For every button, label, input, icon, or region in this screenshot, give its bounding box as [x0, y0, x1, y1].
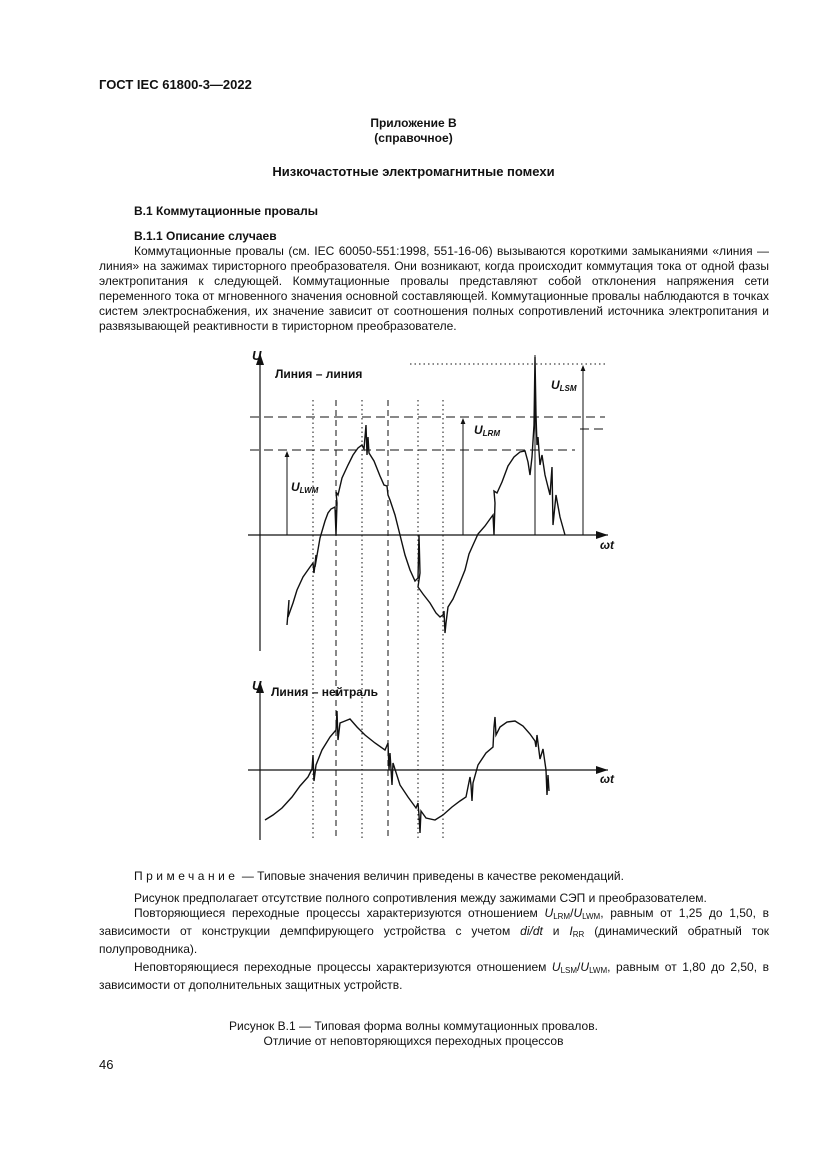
figure-note: [134, 869, 624, 883]
note-label: Примечание: [134, 869, 239, 883]
document-header: ГОСТ IEC 61800-3—2022: [99, 77, 252, 92]
paragraph-3: Неповторяющиеся переходные процессы характеризуются отношением $U_{LSM}/U_{LWM}$, равным от 1,80 до 2,50, в зависимости от дополнительных защитных устройств.: [99, 960, 769, 992]
bottom-waveform: [265, 711, 549, 833]
paragraph-2: Повторяющиеся переходные процессы характеризуются отношением $U_{LRM}/U_{LWM}$, равным от 1,25 до 1,50, в зависимости от конструкции демпфирующего устройства с учетом di/dt и $I_{RR}$ (динамический обратный ток полупроводника).: [99, 906, 770, 956]
bottom-x-axis-label: ωt: [600, 772, 615, 786]
top-chart-label: Линия – линия: [275, 367, 363, 381]
intro-text: Коммутационные провалы (см. IEC 60050-551:1998, 551-16-06) вызываются короткими замыканиями «линия — линия» на зажимах тиристорного преобразователя. Они возникают, когда происходит коммутация тока от одной фазы электропитания к следующей. Коммутационные провалы представляют собой отклонения напряжения сети переменного тока от мгновенного значения основной составляющей. Коммутационные провалы наблюдаются в точках систем электроснабжения, их значение зависит от соотношения полных сопротивлений источника электропитания и развязывающей реактивности в тиристорном преобразователе.: [99, 244, 769, 333]
u-lsm-label: $U_{LSM}$: [551, 378, 577, 393]
caption-line-2: Отличие от неповторяющихся переходных процессов: [263, 1034, 564, 1048]
u-lrm-label: $U_{LRM}$: [474, 423, 500, 438]
u-lwm-label: $U_{LWM}$: [291, 480, 319, 495]
top-waveform: [287, 357, 565, 633]
top-chart: [248, 353, 608, 840]
top-x-axis-label: ωt: [600, 538, 615, 552]
annex-heading: [0, 116, 827, 146]
page-number: 46: [99, 1057, 114, 1072]
note-dash: —: [241, 869, 254, 883]
commutation-notch-figure: [240, 345, 620, 845]
bottom-chart: [248, 681, 608, 840]
commutation-markers: [313, 400, 443, 840]
note-text: Типовые значения величин приведены в качестве рекомендаций.: [257, 869, 624, 883]
top-y-axis-label: U: [252, 348, 262, 363]
section-b1-heading: В.1 Коммутационные провалы: [134, 204, 318, 218]
caption-line-1: Рисунок В.1 — Типовая форма волны коммутационных провалов.: [229, 1019, 598, 1033]
figure-caption: [0, 1019, 827, 1049]
annex-title: Приложение В: [370, 116, 457, 130]
paragraph-1: Рисунок предполагает отсутствие полного сопротивления между зажимами СЭП и преобразователем.: [134, 891, 707, 905]
explanation-paragraphs: [99, 891, 769, 993]
annex-topic-title: Низкочастотные электромагнитные помехи: [272, 164, 555, 179]
bottom-y-axis-label: U: [252, 678, 262, 693]
annex-status: (справочное): [374, 131, 453, 145]
intro-paragraph: [99, 244, 769, 334]
bottom-chart-label: Линия – нейтраль: [271, 685, 378, 699]
section-b11-heading: В.1.1 Описание случаев: [134, 229, 277, 243]
